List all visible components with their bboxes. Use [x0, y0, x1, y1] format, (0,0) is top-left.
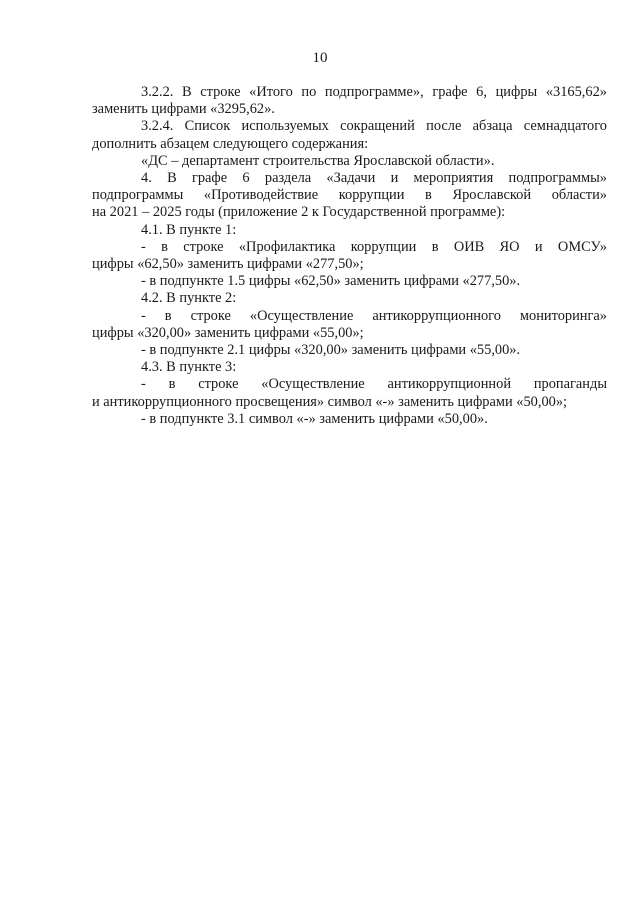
- text-line: 4.2. В пункте 2:: [141, 290, 237, 307]
- text-line: подпрограммы «Противодействие коррупции в Ярославской области»: [92, 187, 607, 204]
- text-line: 4.3. В пункте 3:: [141, 359, 237, 376]
- text-line: - в строке «Профилактика коррупции в ОИВ ЯО и ОМСУ»: [141, 238, 607, 255]
- document-body: [92, 84, 607, 428]
- text-line: 4. В графе 6 раздела «Задачи и мероприятия подпрограммы»: [141, 170, 607, 187]
- text-line: дополнить абзацем следующего содержания:: [92, 135, 369, 152]
- page-number: 10: [312, 50, 328, 66]
- text-line: - в подпункте 2.1 цифры «320,00» заменить цифрами «55,00».: [141, 342, 521, 359]
- text-line: - в подпункте 1.5 цифры «62,50» заменить цифрами «277,50».: [141, 273, 521, 290]
- text-line: и антикоррупционного просвещения» символ «-» заменить цифрами «50,00»;: [92, 393, 568, 410]
- text-line: - в строке «Осуществление антикоррупционной пропаганды: [141, 376, 607, 393]
- text-line: - в подпункте 3.1 символ «-» заменить цифрами «50,00».: [141, 410, 488, 427]
- text-line: заменить цифрами «3295,62».: [92, 101, 275, 118]
- text-line: «ДС – департамент строительства Ярославской области».: [141, 152, 495, 169]
- text-line: цифры «62,50» заменить цифрами «277,50»;: [92, 256, 364, 273]
- text-line: цифры «320,00» заменить цифрами «55,00»;: [92, 324, 364, 341]
- text-line: 3.2.4. Список используемых сокращений после абзаца семнадцатого: [141, 118, 607, 135]
- text-line: 3.2.2. В строке «Итого по подпрограмме», графе 6, цифры «3165,62»: [141, 84, 607, 100]
- text-line: на 2021 – 2025 годы (приложение 2 к Государственной программе):: [92, 204, 506, 221]
- text-line: - в строке «Осуществление антикоррупционного мониторинга»: [141, 307, 607, 324]
- text-line: 4.1. В пункте 1:: [141, 221, 237, 238]
